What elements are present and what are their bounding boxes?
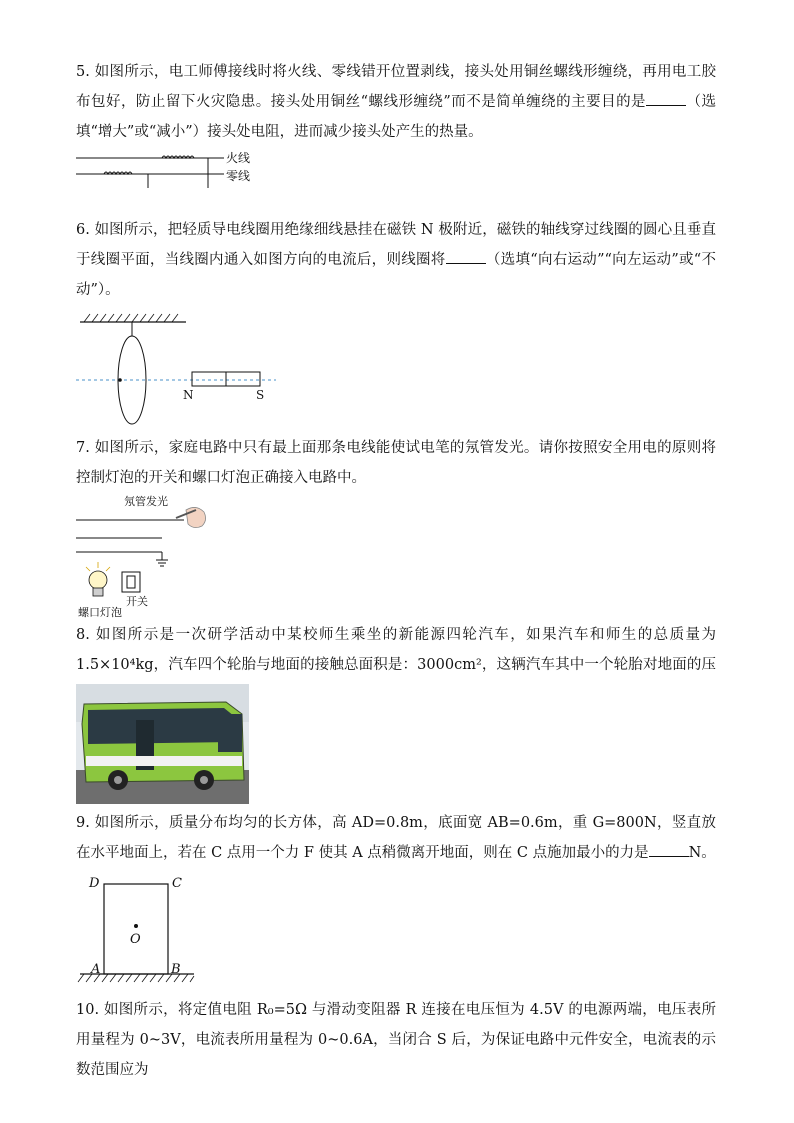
q6-answer-blank[interactable]: [446, 249, 486, 264]
bulb-label: 螺口灯泡: [78, 606, 122, 619]
question-7: [76, 433, 716, 493]
switch-label: 开关: [126, 595, 148, 608]
question-6: [76, 215, 716, 305]
q9-text: 9. 如图所示，质量分布均匀的长方体，高 AD=0.8m，底面宽 AB=0.6m，重 G=800N，竖直放在水平地面上，若在 C 点用一个力 F 使其 A 点稍微离开地面，则在 C 点施加最小的力是: [76, 815, 716, 861]
q9-answer-blank[interactable]: [649, 842, 689, 857]
q8-text: 8. 如图所示是一次研学活动中某校师生乘坐的新能源四轮汽车，如果汽车和师生的总质量为 1.5×10⁴kg，汽车四个轮胎与地面的接触总面积是：3000cm²，这辆汽车其中一个轮胎对地面的压: [76, 627, 716, 673]
q6-figure: [76, 310, 276, 430]
question-9: [76, 808, 716, 868]
q9-tail: N。: [688, 845, 716, 861]
q5-tail: （选填“增大”或“减小”）接头处电阻，进而减少接头处产生的热量。: [76, 94, 717, 140]
q6-text: 6. 如图所示，把轻质导电线圈用绝缘细线悬挂在磁铁 N 极附近，磁铁的轴线穿过线圈的圆心且垂直于线圈平面，当线圈内通入如图方向的电流后，则线圈将: [76, 222, 716, 268]
q6-tail: （选填“向右运动”“向左运动”或“不动”）。: [76, 252, 716, 298]
vertex-d-label: D: [89, 876, 100, 891]
question-10: [76, 995, 716, 1085]
neon-glow-label: 氖管发光: [124, 495, 168, 508]
q7-text: 7. 如图所示，家庭电路中只有最上面那条电线能使试电笔的氖管发光。请你按照安全用电的原则将控制灯泡的开关和螺口灯泡正确接入电路中。: [76, 440, 716, 486]
bus-photo: [76, 684, 249, 804]
vertex-b-label: B: [171, 962, 181, 977]
center-o-label: O: [130, 932, 141, 947]
q10-text: 10. 如图所示，将定值电阻 R₀=5Ω 与滑动变阻器 R 连接在电压恒为 4.5V 的电源两端，电压表所用量程为 0~3V，电流表所用量程为 0~0.6A，当闭合 S 后，为保证电路中元件安全，电流表的示数范围应为: [76, 1002, 716, 1078]
magnet-n-label: N: [183, 388, 194, 402]
vertex-a-label: A: [91, 962, 101, 977]
question-5: [76, 57, 716, 147]
vertex-c-label: C: [172, 876, 182, 891]
q5-text: 5. 如图所示，电工师傅接线时将火线、零线错开位置剥线，接头处用铜丝螺线形缠绕，再用电工胶布包好，防止留下火灾隐患。接头处用铜丝“螺线形缠绕”而不是简单缠绕的主要目的是: [76, 64, 716, 110]
q5-answer-blank[interactable]: [646, 91, 686, 106]
magnet-s-label: S: [256, 388, 265, 402]
neutral-wire-label: 零线: [226, 169, 251, 183]
live-wire-label: 火线: [226, 151, 251, 165]
